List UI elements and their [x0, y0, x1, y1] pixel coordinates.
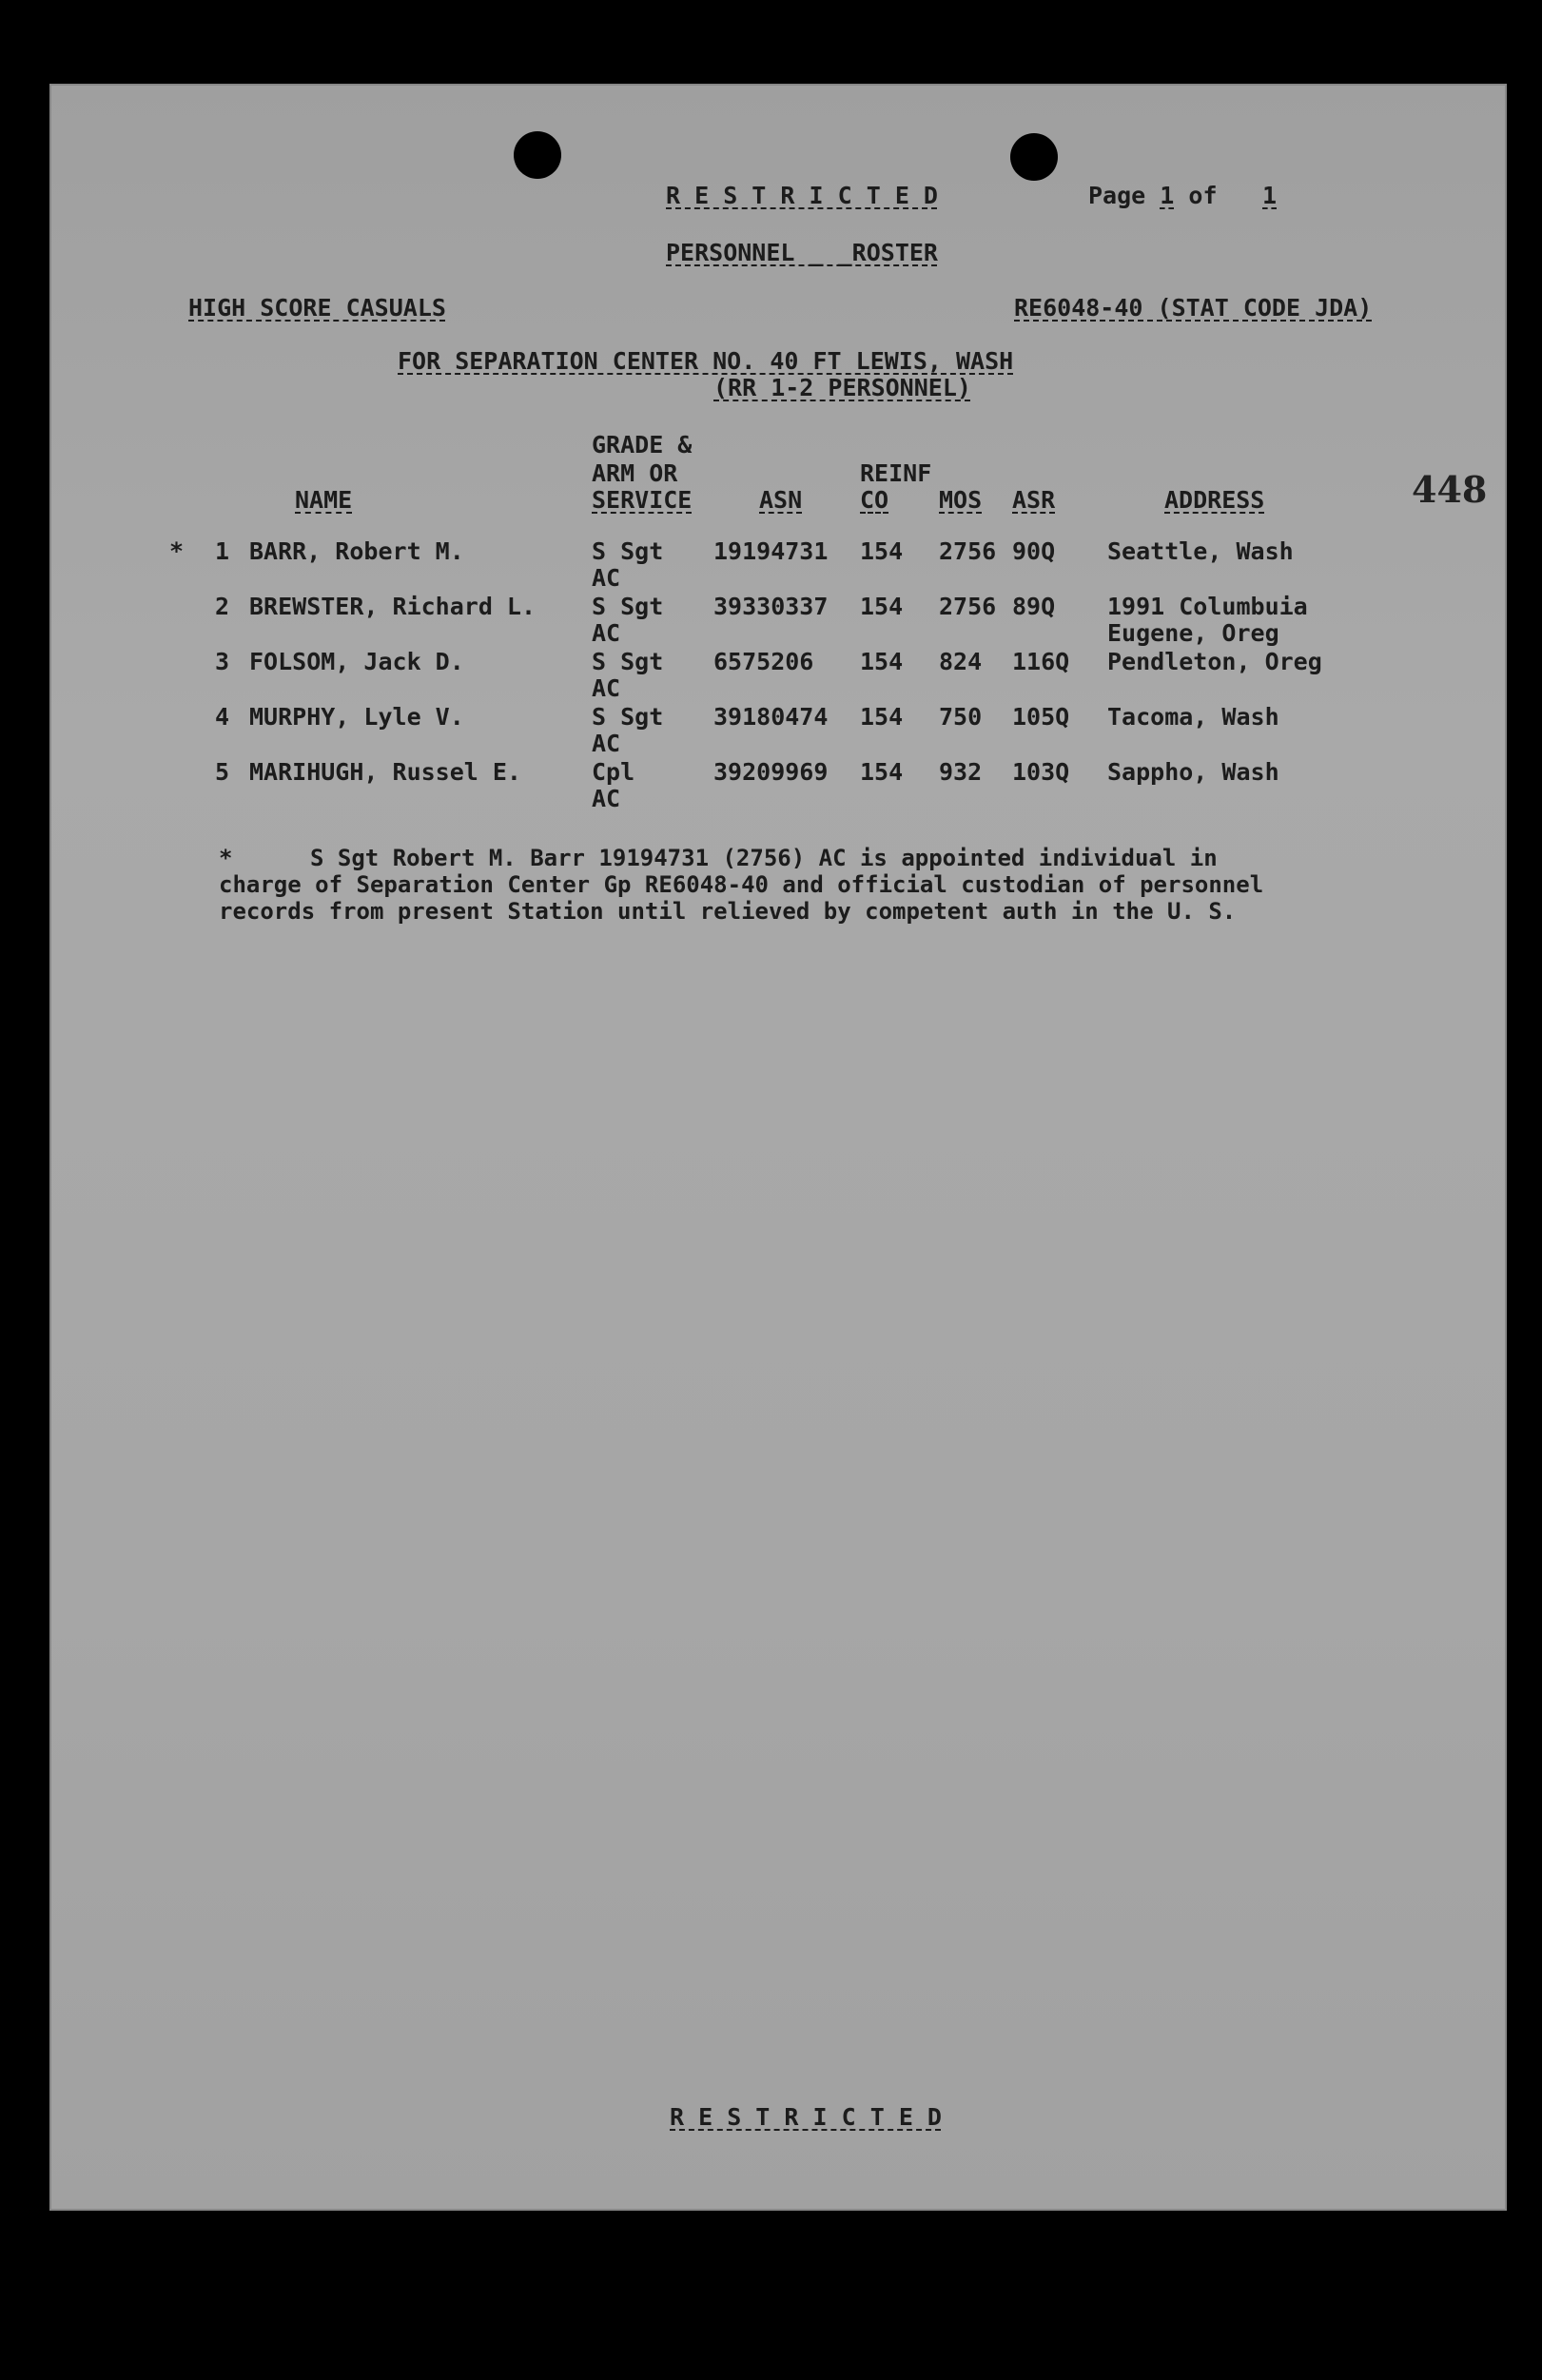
row-asr: 103Q — [1012, 758, 1070, 786]
group-name: HIGH SCORE CASUALS — [188, 294, 446, 322]
row-mos: 2756 — [939, 593, 997, 620]
row-mos: 2756 — [939, 537, 997, 565]
header-asn: ASN — [759, 486, 803, 514]
header-grade-line1: GRADE & — [592, 431, 693, 458]
row-name: MURPHY, Lyle V. — [249, 703, 464, 731]
row-asr: 116Q — [1012, 648, 1070, 675]
row-name: MARIHUGH, Russel E. — [249, 758, 521, 786]
row-grade: Cpl — [592, 758, 635, 786]
header-reinf-co: CO — [860, 486, 889, 514]
row-marker: * — [169, 537, 185, 565]
row-asn: 39209969 — [713, 758, 829, 786]
punch-hole-left — [514, 131, 561, 179]
table-row — [49, 538, 1507, 594]
row-asn: 39180474 — [713, 703, 829, 731]
row-address-line2: Eugene, Oreg — [1107, 619, 1279, 647]
row-arm: AC — [592, 785, 621, 812]
row-co: 154 — [860, 593, 904, 620]
row-mos: 750 — [939, 703, 983, 731]
row-co: 154 — [860, 648, 904, 675]
table-row — [49, 649, 1507, 704]
row-number: 4 — [215, 703, 230, 731]
row-co: 154 — [860, 537, 904, 565]
row-asn: 6575206 — [713, 648, 814, 675]
note-marker: * — [219, 845, 233, 871]
header-name: NAME — [295, 486, 353, 514]
row-asr: 105Q — [1012, 703, 1070, 731]
row-address-line1: Pendleton, Oreg — [1107, 648, 1322, 675]
row-number: 1 — [215, 537, 230, 565]
header-grade-line2: ARM OR — [592, 459, 678, 487]
table-row — [49, 704, 1507, 759]
row-grade: S Sgt — [592, 648, 664, 675]
row-name: FOLSOM, Jack D. — [249, 648, 464, 675]
note-line-1: S Sgt Robert M. Barr 19194731 (2756) AC is appointed individual in — [310, 845, 1218, 871]
header-grade-line3: SERVICE — [592, 486, 693, 514]
row-co: 154 — [860, 758, 904, 786]
row-number: 5 — [215, 758, 230, 786]
row-asr: 90Q — [1012, 537, 1056, 565]
row-mos: 824 — [939, 648, 983, 675]
row-address-line1: Sappho, Wash — [1107, 758, 1279, 786]
row-grade: S Sgt — [592, 703, 664, 731]
row-co: 154 — [860, 703, 904, 731]
classification-bottom: R E S T R I C T E D — [670, 2103, 942, 2131]
row-address-line1: Tacoma, Wash — [1107, 703, 1279, 731]
header-reinf-line1: REINF — [860, 459, 932, 487]
row-arm: AC — [592, 730, 621, 757]
row-number: 2 — [215, 593, 230, 620]
row-asn: 39330337 — [713, 593, 829, 620]
header-mos: MOS — [939, 486, 983, 514]
row-name: BREWSTER, Richard L. — [249, 593, 537, 620]
row-grade: S Sgt — [592, 537, 664, 565]
row-grade: S Sgt — [592, 593, 664, 620]
row-asr: 89Q — [1012, 593, 1056, 620]
row-arm: AC — [592, 619, 621, 647]
document-page — [49, 84, 1507, 2211]
roster-title: PERSONNEL _ _ROSTER — [666, 239, 938, 266]
personnel-type: (RR 1-2 PERSONNEL) — [713, 374, 971, 401]
note-line-2: charge of Separation Center Gp RE6048-40 and official custodian of personnel — [219, 871, 1264, 898]
row-address-line1: Seattle, Wash — [1107, 537, 1294, 565]
header-address: ADDRESS — [1164, 486, 1265, 514]
table-row — [49, 594, 1507, 649]
classification-top: R E S T R I C T E D — [666, 182, 938, 209]
row-number: 3 — [215, 648, 230, 675]
row-name: BARR, Robert M. — [249, 537, 464, 565]
punch-hole-right — [1010, 133, 1058, 181]
row-arm: AC — [592, 564, 621, 592]
header-asr: ASR — [1012, 486, 1056, 514]
separation-center: FOR SEPARATION CENTER NO. 40 FT LEWIS, WASH — [398, 347, 1014, 375]
row-asn: 19194731 — [713, 537, 829, 565]
page-stamp-number: 448 — [1412, 468, 1488, 511]
page-indicator: Page 1 of 1 — [1088, 182, 1278, 209]
row-mos: 932 — [939, 758, 983, 786]
table-row — [49, 759, 1507, 814]
row-address-line1: 1991 Columbuia — [1107, 593, 1308, 620]
note-line-3: records from present Station until relieved by competent auth in the U. S. — [219, 898, 1237, 925]
roster-code: RE6048-40 (STAT CODE JDA) — [1014, 294, 1373, 322]
row-arm: AC — [592, 674, 621, 702]
